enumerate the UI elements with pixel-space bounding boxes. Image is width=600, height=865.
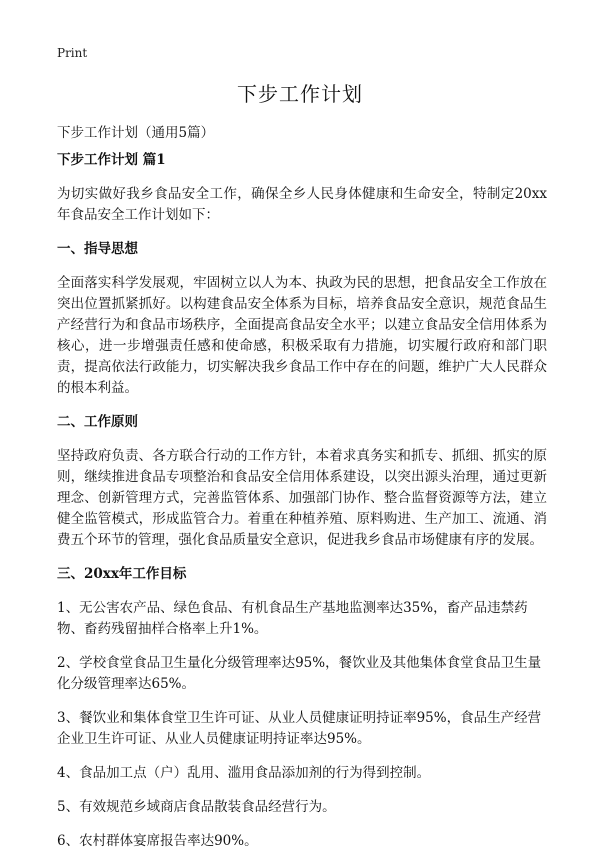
goal-item: 6、农村群体宴席报告率达90%。	[57, 833, 258, 849]
goal-item: 1、无公害农产品、绿色食品、有机食品生产基地监测率达35%，畜产品违禁药物、畜药残留抽样合格率上升1%。	[57, 600, 528, 637]
section-heading-guiding-ideology: 一、指导思想	[57, 241, 138, 257]
goal-item: 4、食品加工点（户）乱用、滥用食品添加剂的行为得到控制。	[57, 765, 431, 781]
section-heading-work-goals: 三、20xx年工作目标	[57, 566, 187, 582]
goal-item: 3、餐饮业和集体食堂卫生许可证、从业人员健康证明持证率95%，食品生产经营企业卫生许可证、从业人员健康证明持证率达95%。	[57, 710, 542, 747]
work-principles-paragraph: 坚持政府负责、各方联合行动的工作方针，本着求真务实和抓专、抓细、抓实的原则，继续推进食品专项整治和食品安全信用体系建设，以突出源头治理，通过更新理念、创新管理方式，完善监管体系、加强部门协作、整合监督资源等方法，建立健全监管模式，形成监管合力。着重在种植养殖、原料购进、生产加工、流通、消费五个环节的管理，强化食品质量安全意识，促进我乡食品市场健康有序的发展。	[57, 448, 547, 548]
document-subtitle: 下步工作计划（通用5篇）	[57, 125, 215, 141]
goal-item: 2、学校食堂食品卫生量化分级管理率达95%，餐饮业及其他集体食堂食品卫生量化分级管理率达65%。	[57, 655, 542, 692]
article-heading: 下步工作计划 篇1	[57, 152, 166, 168]
guiding-ideology-paragraph: 全面落实科学发展观，牢固树立以人为本、执政为民的思想，把食品安全工作放在突出位置抓紧抓好。以构建食品安全体系为目标，培养食品安全意识，规范食品生产经营行为和食品市场秩序，全面提高食品安全水平；以建立食品安全信用体系为核心，进一步增强责任感和使命感，积极采取有力措施，切实履行政府和部门职责，提高依法行政能力，切实解决我乡食品工作中存在的问题，维护广大人民群众的根本利益。	[57, 275, 547, 396]
goal-item: 5、有效规范乡域商店食品散装食品经营行为。	[57, 799, 336, 815]
section-heading-work-principles: 二、工作原则	[57, 414, 138, 430]
page-title: 下步工作计划	[237, 82, 363, 106]
print-label[interactable]: Print	[57, 46, 88, 60]
intro-paragraph: 为切实做好我乡食品安全工作，确保全乡人民身体健康和生命安全，特制定20xx年食品安全工作计划如下：	[57, 186, 547, 223]
article-body	[57, 150, 547, 865]
